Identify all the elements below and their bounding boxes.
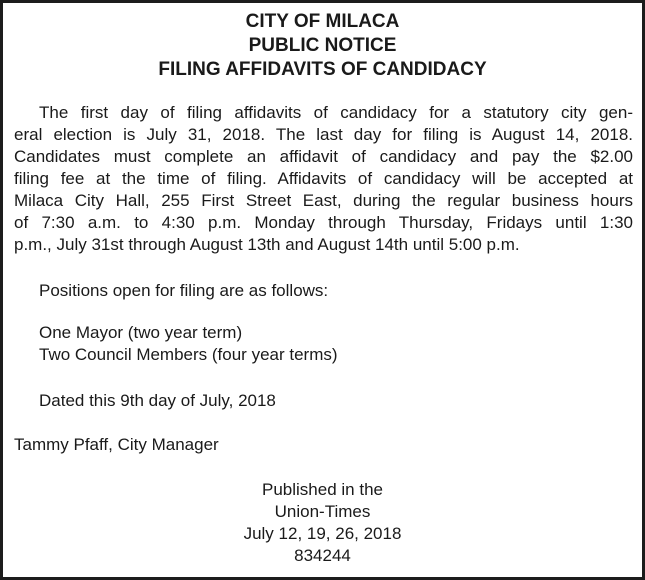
paragraph-line: Milaca City Hall, 255 First Street East, during the regular business hours bbox=[14, 191, 633, 210]
paragraph-line: p.m., July 31st through August 13th and August 14th until 5:00 p.m. bbox=[14, 235, 520, 254]
notice-number: 834244 bbox=[294, 546, 351, 565]
published-in: Published in the bbox=[262, 480, 383, 499]
dated-line: Dated this 9th day of July, 2018 bbox=[39, 391, 276, 410]
notice-type: PUBLIC NOTICE bbox=[248, 35, 397, 56]
notice-title: FILING AFFIDAVITS OF CANDIDACY bbox=[158, 59, 487, 80]
paragraph-line: of 7:30 a.m. to 4:30 p.m. Monday through Thursday, Fridays until 1:30 bbox=[14, 213, 633, 232]
paragraph-line: Candidates must complete an affidavit of candidacy and pay the $2.00 bbox=[14, 147, 633, 166]
newspaper-name: Union-Times bbox=[274, 502, 371, 521]
notice-city: CITY OF MILACA bbox=[245, 11, 400, 32]
signature: Tammy Pfaff, City Manager bbox=[14, 435, 219, 454]
position-item: One Mayor (two year term) bbox=[39, 323, 243, 342]
paragraph-line: The first day of filing affidavits of candidacy for a statutory city gen- bbox=[39, 103, 633, 122]
position-item: Two Council Members (four year terms) bbox=[39, 345, 338, 364]
positions-intro: Positions open for filing are as follows: bbox=[39, 281, 329, 300]
paragraph-line: eral election is July 31, 2018. The last day for filing is August 14, 2018. bbox=[14, 125, 633, 144]
publication-dates: July 12, 19, 26, 2018 bbox=[243, 524, 402, 543]
paragraph-line: filing fee at the time of filing. Affidavits of candidacy will be accepted at bbox=[14, 169, 633, 188]
